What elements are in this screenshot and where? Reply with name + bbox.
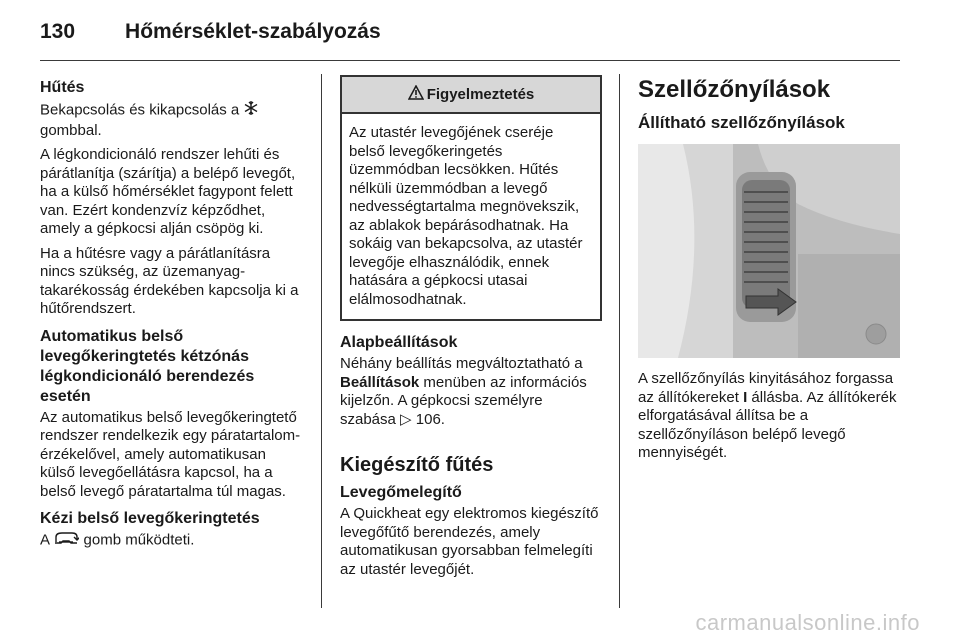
- heading-manual-recirculation: Kézi belső levegőkeringtetés: [40, 510, 260, 527]
- snowflake-icon: [243, 100, 259, 122]
- heading-auto-recirculation: Automatikus belső levegőkeringtetés kétzónás légkondicionáló berendezés esetén: [40, 327, 255, 405]
- warning-box: [340, 75, 602, 321]
- column-2: [340, 64, 602, 585]
- paragraph-auto-recirculation: Az automatikus belső levegőkeringtető rendszer rendelkezik egy páratartalom-érzékelővel, amely automatikusan külső levegőellátásra kapcsol, ha a belső levegő páratartalma túl magas.: [40, 408, 301, 500]
- heading-basic-settings: Alapbeállítások: [340, 334, 458, 351]
- column-3: [638, 64, 900, 469]
- warning-body: [342, 114, 600, 319]
- paragraph-manual-recirculation: A gomb működteti.: [40, 531, 195, 549]
- warning-triangle-icon: [408, 85, 424, 104]
- heading-air-heater: Levegőmelegítő: [340, 484, 462, 501]
- page-header: [40, 20, 381, 50]
- heading-adjustable-vents: Állítható szellőzőnyílások: [638, 113, 845, 132]
- warning-header: [342, 77, 600, 114]
- heading-vents: Szellőzőnyílások: [638, 76, 831, 103]
- paragraph-cooling-switch: Bekapcsolás és kikapcsolás a gombbal.: [40, 100, 302, 140]
- warning-title: Figyelmeztetés: [426, 86, 535, 103]
- column-divider-2: [619, 74, 620, 608]
- paragraph-air-heater: A Quickheat egy elektromos kiegészítő levegőfűtő berendezés, amely automatikusan gyorsabban felmelegíti az utastér levegőjét.: [340, 505, 599, 578]
- paragraph-basic-settings: Néhány beállítás megváltoztatható a Beállítások menüben az információs kijelzőn. A gépkocsi személyre szabása ▷ 106.: [340, 355, 587, 428]
- vent-position-symbol: I: [743, 388, 748, 406]
- paragraph-cooling-description: A légkondicionáló rendszer lehűti és párátlanítja (szárítja) a belépő levegőt, ha a külső hőmérséklet fagypont felett van. Ezért kondenzvíz képződhet, amely a gépkocsi alján csöpög ki.: [40, 146, 296, 237]
- page-number: 130: [40, 20, 76, 43]
- column-divider-1: [321, 74, 322, 608]
- vent-photo: [638, 144, 900, 358]
- settings-menu-name: Beállítások: [340, 373, 420, 391]
- page-title: Hőmérséklet-szabályozás: [125, 20, 381, 43]
- warning-text: Az utastér levegőjének cseréje belső levegőkeringetés üzemmódban lecsökken. Hűtés nélküli üzemmódban a levegő nedvességtartalma megnövekszik, az ablakok bepárásodhatnak. Ha sokáig van bekapcsolva, az utastér levegője elhasználódik, ennek hatására a gépkocsi utasai elálmosodhatnak.: [349, 124, 583, 308]
- heading-auxiliary-heating: Kiegészítő fűtés: [340, 454, 494, 476]
- column-1: [40, 64, 302, 557]
- paragraph-vents: A szellőzőnyílás kinyitásához forgassa az állítókereket I állásba. Az állítókerék elforgatásával állítsa be a szellőzőnyíláson belépő levegő mennyiségét.: [638, 370, 897, 461]
- watermark: carmanualsonline.info: [695, 610, 920, 635]
- page-reference: 106.: [415, 410, 445, 428]
- paragraph-cooling-saving: Ha a hűtésre vagy a párátlanításra nincs szükség, az üzemanyag-takarékosság érdekében kapcsolja ki a hűtőrendszert.: [40, 244, 299, 317]
- recirculation-icon: [53, 531, 79, 551]
- page-reference-arrow-icon: ▷: [400, 410, 412, 428]
- header-rule: [40, 60, 900, 61]
- heading-cooling: Hűtés: [40, 79, 85, 96]
